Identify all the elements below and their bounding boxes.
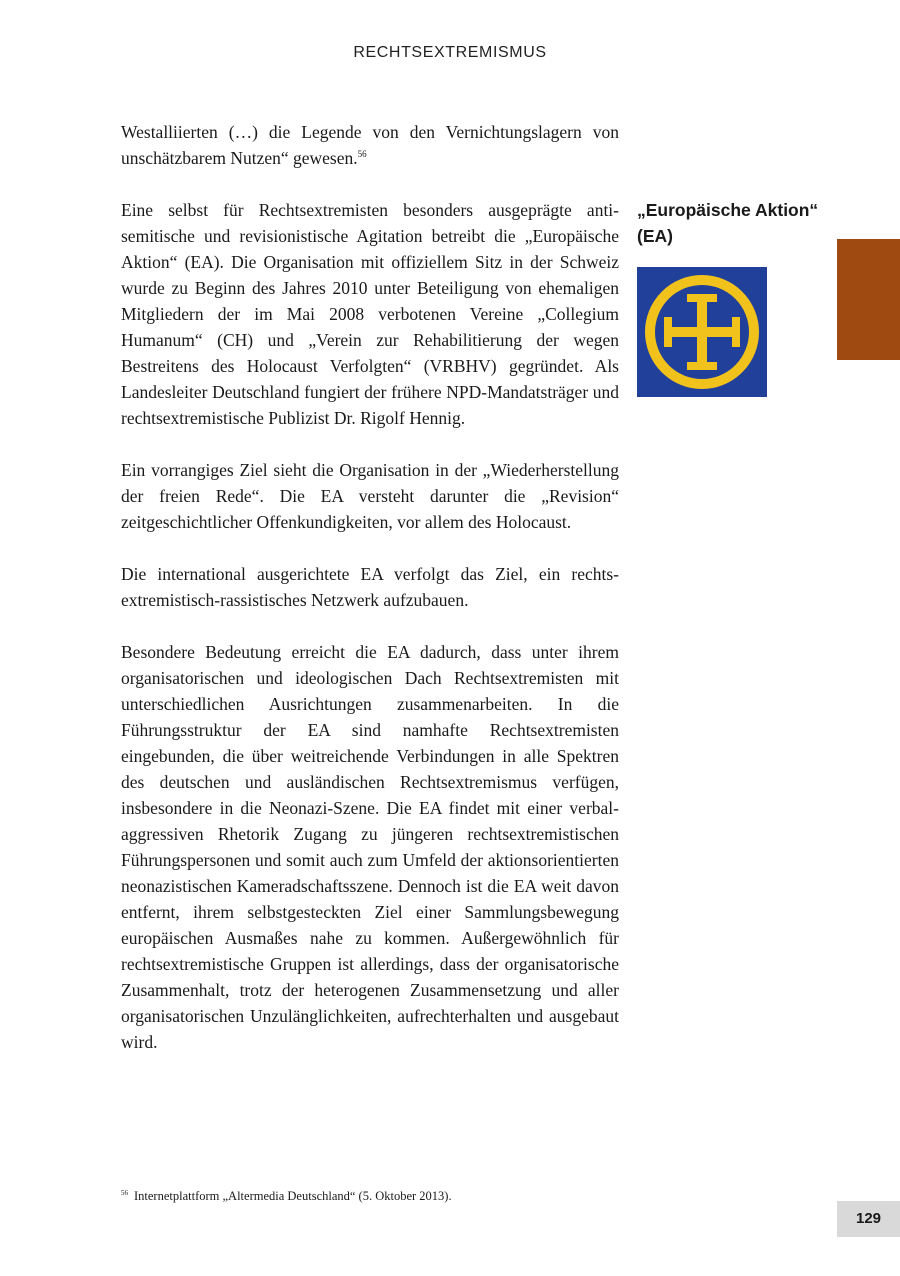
chapter-tab <box>837 239 900 360</box>
paragraph-5: Besondere Bedeutung erreicht die EA dadurch, dass unter ihrem organisatorischen und ideologischen Dach Rechtsextremisten mit unterschiedlichen Ausrichtungen zusammenarbeiten. In die Führungsstruktur der EA sind namhafte Rechtsextremisten eingebunden, die über weitreichende Verbindungen in alle Spektren des deutschen und ausländischen Rechtsextremismus verfügen, insbesondere in die Neonazi-Szene. Die EA findet mit einer verbal-aggressiven Rhetorik Zugang zu jüngeren rechtsextremistischen Führungspersonen und somit auch zum Umfeld der aktionsorientierten neonazistischen Kameradschaftsszene. Dennoch ist die EA weit davon entfernt, ihrem selbstgesteckten Ziel einer Sammlungsbewegung europäischen Ausmaßes nahe zu kommen. Außergewöhnlich für rechtsextremistische Gruppen ist allerdings, dass der organisatorische Zusammenhalt, trotz der heterogenen Zusammensetzung und aller organisatorischen Unzulänglichkeiten, aufrechterhalten und ausgebaut wird. <box>121 642 619 1052</box>
paragraph-3: Ein vorrangiges Ziel sieht die Organisation in der „Wiederherstellung der freien Rede“. Die EA versteht darunter die „Revision“ zeitgeschichtlicher Offenkundigkeiten, vor allem des Holocaust. <box>121 460 619 532</box>
footnote <box>121 1189 721 1204</box>
paragraph-4: Die international ausgerichtete EA verfolgt das Ziel, ein rechtsextremistisch-rassistisches Netzwerk aufzubauen. <box>121 564 619 610</box>
footnote-text: Internetplattform „Altermedia Deutschland“ (5. Oktober 2013). <box>134 1189 452 1203</box>
footnote-number: 56 <box>121 1188 128 1197</box>
paragraph-1-text: Westalliierten (…) die Legende von den Vernichtungslagern von unschätzbarem Nutzen“ gewesen. <box>121 122 619 168</box>
sidebar-title: „Europäische Aktion“ (EA) <box>637 200 819 246</box>
page-number: 129 <box>837 1201 900 1237</box>
celtic-cross-emblem-icon <box>637 267 767 397</box>
paragraph-2: Eine selbst für Rechtsextremisten besonders ausgeprägte antisemitische und revisionistische Agitation betreibt die „Europäische Aktion“ (EA). Die Organisation mit offiziellem Sitz in der Schweiz wurde zu Beginn des Jahres 2010 unter Beteiligung von ehemaligen Mitgliedern der im Mai 2008 verbotenen Vereine „Collegium Humanum“ (CH) und „Verein zur Rehabilitierung der wegen Bestreitens des Holocaust Verfolgten“ (VRBHV) gegründet. Als Landesleiter Deutschland fungiert der frühere NPD-Mandatsträger und rechtsextremistische Publizist Dr. Rigolf Hennig. <box>121 200 619 428</box>
running-header: RECHTSEXTREMISMUS <box>353 44 547 61</box>
footnote-reference[interactable]: 56 <box>357 149 367 160</box>
paragraph-1 <box>121 119 619 171</box>
main-text-column <box>121 119 619 1081</box>
